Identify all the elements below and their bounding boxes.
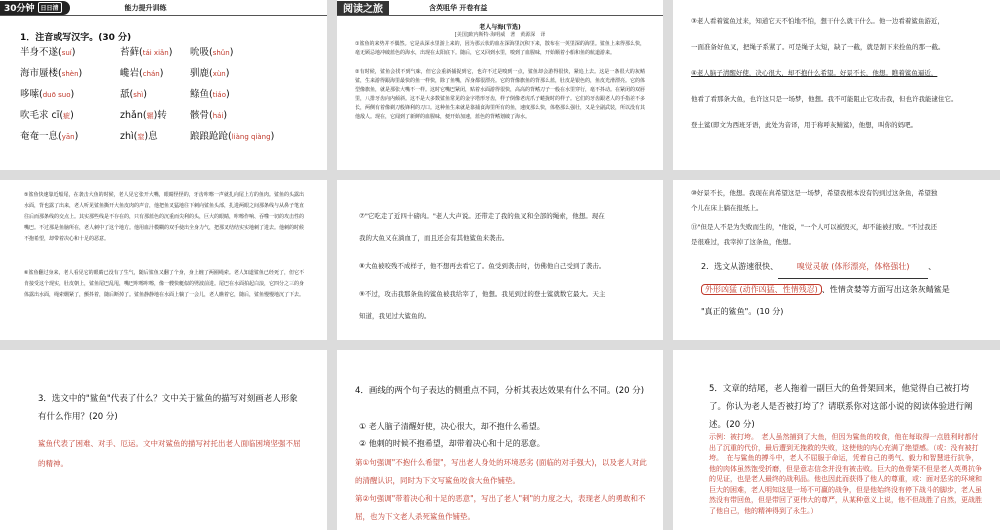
vocab-suffix: ) <box>143 89 147 100</box>
vocab-item <box>20 44 75 58</box>
text-line: ⑩好景不长，他想。我现在真希望这是一场梦，希望我根本没有钓到过这条鱼，希望独 <box>691 189 938 197</box>
vocab-answer[interactable]: 窒 <box>137 133 145 141</box>
vocab-word: 鲦鱼( <box>190 89 213 100</box>
vocab-word: 巉岩( <box>120 68 143 79</box>
question-3: 3．选文中的"鲨鱼"代表了什么？文中关于鲨鱼的描写对刻画老人形象有什么作用？(20 分) <box>38 394 298 422</box>
vocab-suffix: ) <box>168 47 173 58</box>
vocab-item <box>120 65 163 79</box>
answer-4-part-2[interactable]: 第②句强调"带着决心和十足的恶意"，写出了老人"刺"的力度之大，表现老人的勇敢和不屈，也为下文老人杀死鲨鱼作铺垫。 <box>355 494 646 521</box>
vocab-suffix: ) <box>229 47 234 58</box>
answer-blank-1[interactable]: 嗅觉灵敏 (体形漂亮，体格强壮) <box>778 256 928 279</box>
answer-3[interactable]: 鲨鱼代表了困难、对手、厄运。文中对鲨鱼的描写衬托出老人面临困境坚强不屈的精神。 <box>38 439 301 468</box>
question-1-title: 1．注音或写汉字。(30 分) <box>20 33 132 43</box>
vocab-suffix: )息 <box>144 131 158 142</box>
vocab-suffix: ) <box>225 68 230 79</box>
vocab-word: 奄奄一息( <box>20 131 62 142</box>
vocab-word: 舐( <box>120 89 134 100</box>
reading-badge: 阅读之旅 <box>337 1 389 15</box>
paragraph-10-11 <box>691 186 986 250</box>
vocab-word: 踉踉跄跄( <box>190 131 232 142</box>
text-line: 是很难过，我宰掉了这条鱼，他想。 <box>691 238 795 246</box>
vocab-answer[interactable]: chán <box>142 70 160 78</box>
vocab-item <box>120 128 158 142</box>
vocab-item <box>20 86 74 100</box>
paragraph-3 <box>691 14 986 133</box>
vocab-word: 哆嗦( <box>20 89 43 100</box>
page-article-part4 <box>337 180 663 340</box>
text-line: 登土鲨(即文为西班牙语，此处为音译，用于称呼灰鲭鲨)，他想，叫你的妈吧。 <box>691 121 918 129</box>
vocab-suffix: ) <box>70 110 74 121</box>
header-title: 能力提升训练 <box>124 3 167 12</box>
paragraph-9: ⑨不过，攻击我那条鱼的鲨鱼被我给宰了，他想。我见到过的登士鲨就数它最大。天主 <box>359 290 606 298</box>
vocab-suffix: ) <box>159 68 164 79</box>
question-5: 5．文章的结尾，老人拖着一副巨大的鱼骨架回来，他觉得自己被打垮了。你认为老人是否被打垮了？请联系你对这部小说的阅读体验进行阐述。(20 分) <box>709 384 973 430</box>
vocab-suffix: )转 <box>153 110 167 121</box>
text-line: ⑪"但是人不是为失败而生的，"他说，"一个人可以被毁灭，却不能被打败。"不过我还 <box>691 223 937 231</box>
text-line: ⑦"它吃走了近四十磅肉。"老人大声说。还带走了我的鱼叉和全部的绳索，他想。现在 <box>359 212 605 220</box>
paragraph-8: ⑧大鱼被咬残不成样子，他不想再去看它了。鱼受到袭击时，仿佛他自己受到了袭击。 <box>359 262 606 270</box>
vocab-answer[interactable]: tiáo <box>212 91 226 99</box>
page-article-part2 <box>673 0 1000 170</box>
paragraph-2: ②有时候，鲨鱼会找不到气味，但它会重新捕捉到它，也许不过是嗅到一点，鲨鱼却会游得很快，紧追上去。这是一条很大的灰鲭鲨，生来游得跟海里最快的鱼一样快，除了鱼嘴，浑身都很漂亮。它的背像旗鱼的背那么蓝，肚皮是银色的，鱼皮光滑漂亮。它的体型像旗鱼，就是那张大嘴不一样。这时它嘴巴紧闭，贴着水面游得很快，高高的背鳍刀子一般在水里穿行，毫不抖动。在紧闭的双唇里，八排牙齿向内倾斜。这不是大多数鲨鱼常见的金字塔形牙齿，样子倒像老虎爪子蜷拢时的样子。它们的牙齿跟老人的手指差不多长，两侧有着像剃刀般锋利的刀口。这种鱼生来就是靠捕食海里所有的鱼，速度那么快，体格那么强壮，又是全副武装，所以没有其他敌人。现在，它闻到了新鲜的血腥味，便开始加速，蓝色的背鳍划破了海水。 <box>355 69 646 120</box>
vocab-word: 驯鹿( <box>190 68 213 79</box>
vocab-word: 半身不遂( <box>20 47 62 58</box>
vocab-item <box>120 44 172 58</box>
vocab-item <box>190 107 227 121</box>
question-4: 4．画线的两个句子表达的侧重点不同，分析其表达效果有什么不同。(20 分) <box>355 386 645 396</box>
separator: 、 <box>928 262 937 271</box>
sentence-2: ② 他刺的时候不抱希望，却带着决心和十足的恶意。 <box>359 439 545 448</box>
sentence-1: ① 老人脑子清醒好使，决心很大，却不抱什么希望。 <box>359 422 545 431</box>
vocab-word: 吹毛求 cī( <box>20 110 64 121</box>
paragraph-5: ⑤鲨鱼快速靠近船尾，在袭击大鱼的时候，老人见它张开大嘴，眼睛怪怪的，牙齿咔嚓一声就扎向尾上方的鱼肉。鲨鱼的头露出水面，背也露了出来，老人听见鲨鱼撕开大鱼皮肉的声音，他把鱼叉猛地往下刺向鲨鱼头部，扎进两眼之间那条线与从鼻子笔直往后而那条线的交点上。其实那些线是不存在的，只有那蓝色的沉重而尖利的头，巨大的眼睛，咔嚓作响、吞噬一切的攻击性的嘴巴。不过那是鱼脑所在，老人刺中了这个地方。他用血汁模糊的双手使出全身力气，把那叉结结实实地刺了进去。他刺的时候不抱希望，却带着决心和十足的恶意。 <box>24 192 305 242</box>
question-2-middle: 、性情贪婪等方面写出这条灰鲭鲨是 <box>821 285 950 294</box>
vocab-item <box>120 86 147 100</box>
vocab-suffix: ) <box>223 110 228 121</box>
vocab-answer[interactable]: tái xiǎn <box>142 49 169 57</box>
text-line: 我的大鱼又在淌血了，而且还会有其他鲨鱼来袭击。 <box>359 234 509 242</box>
page-vocabulary <box>0 0 327 170</box>
text-line: ③老人看着鲨鱼过来，知道它天不怕地不怕，想干什么就干什么。他一边看着鲨鱼游近， <box>691 17 944 25</box>
vocab-suffix: ) <box>270 131 275 142</box>
time-badge <box>0 1 70 15</box>
vocab-answer[interactable]: shì <box>133 91 144 99</box>
vocab-item <box>190 44 233 58</box>
header-bar <box>0 0 327 16</box>
page-article-intro <box>337 0 663 170</box>
question-2 <box>701 256 986 323</box>
page-question-5 <box>673 350 1000 530</box>
answer-blank-2[interactable]: 外形凶猛 (动作凶猛、性情残忍) <box>701 284 822 295</box>
vocab-suffix: ) <box>71 47 76 58</box>
page-article-part3 <box>0 180 327 340</box>
vocab-word: 海市蜃楼( <box>20 68 62 79</box>
vocab-answer[interactable]: liàng qiàng <box>231 133 271 141</box>
vocab-word: 骸骨( <box>190 110 213 121</box>
time-badge-label: 30分钟 <box>4 4 35 14</box>
page-question-3 <box>0 350 327 530</box>
vocab-answer[interactable]: hái <box>212 112 224 120</box>
article-author: [美国]欧内斯特·海明威 著 黄源深 译 <box>454 32 546 38</box>
vocab-answer[interactable]: 疵 <box>63 112 71 120</box>
vocab-suffix: ) <box>70 89 75 100</box>
reading-header <box>337 0 663 16</box>
vocab-answer[interactable]: shǔn <box>212 49 230 57</box>
paragraph-1: ①鲨鱼的来势并不偶然。它是从深水里游上来的，因为那云状的血在深海里沉积下来，散布在一英里深的海里。鲨鱼上来得那么快，毫无顾忌地冲破蓝色的海水，出现在太阳底下。随后，它又回到水里，嗅到了血腥味，开始顺着小船和鱼的航道游来。 <box>355 41 645 56</box>
paragraph-6: ⑥鲨鱼翻过身来，老人看见它的眼睛已没有了生气，随后鲨鱼又翻了个身，身上缠了两圈绳索。老人知道鲨鱼已经死了，但它不肯接受这个现实，肚皮朝上，鲨鱼尾巴乱甩，嘴巴咔嚓咔嚓，像一艘快艇似的劈波前进。尾巴在水面拍起白浪，它四分之三的身体露出水面，绳索绷紧了，颤抖着，随后断掉了。鲨鱼静静地在水面上躺了一会儿，老人瞧着它，随后，鲨鱼慢慢地沉了下去。 <box>24 270 305 298</box>
vocab-answer[interactable]: shèn <box>61 70 79 78</box>
paragraph-7 <box>359 208 644 324</box>
text-line: 知道，我见过大鲨鱼的。 <box>359 312 431 320</box>
vocab-item <box>190 128 274 142</box>
vocab-item <box>120 107 167 121</box>
vocab-word: 苔藓( <box>120 47 143 58</box>
text-line: 个儿在床上躺在报纸上。 <box>691 204 763 212</box>
article-title: 老人与海(节选) <box>479 24 521 31</box>
underlined-sentence-1: ④老人脑子清醒好使，决心很大，却不抱什么希望。好景不长，他想。瞧着鲨鱼逼近， <box>691 69 938 77</box>
vocab-word: zhì( <box>120 131 138 142</box>
vocab-item <box>190 65 229 79</box>
vocab-item <box>20 128 78 142</box>
vocab-answer[interactable]: duō suo <box>42 91 71 99</box>
vocab-answer[interactable]: xùn <box>212 70 226 78</box>
vocab-item <box>20 65 82 79</box>
question-2-prefix: 2．选文从游速很快、 <box>701 262 779 271</box>
reading-slogan: 含英咀华 开卷有益 <box>429 3 488 12</box>
vocab-answer[interactable]: suí <box>61 49 72 57</box>
daily-tag: 日日清 <box>38 2 62 13</box>
vocab-word: 吮吸( <box>190 47 213 58</box>
vocab-item <box>190 86 230 100</box>
vocab-item <box>20 107 74 121</box>
vocab-answer[interactable]: yān <box>61 133 75 141</box>
question-2-suffix: "真正的鲨鱼"。(10 分) <box>701 307 784 316</box>
text-line: 一面准备好鱼叉，把绳子系紧了。可是绳子太短，缺了一截，就是割下来拴鱼的那一截。 <box>691 43 945 51</box>
vocab-suffix: ) <box>78 68 83 79</box>
vocab-word: zhǎn( <box>120 110 147 121</box>
page-question-2 <box>673 180 1000 340</box>
vocab-suffix: ) <box>74 131 79 142</box>
vocab-answer[interactable]: 辗 <box>146 112 154 120</box>
answer-5[interactable]: 示例：被打垮。 老人虽然捕到了大鱼，但因为鲨鱼的咬食，他在每取得一点胜利时都付出了沉重的代价，最后遭到无挽救的失败，这使他的内心充满了绝望感。（或：没有被打垮。 在与鲨鱼的搏斗中，老人不屈服于命运，凭着自己的勇气、毅力和智慧进行抗争，他的肉体虽然饱受折磨，但是意志信念并没有被击败。巨大的鱼骨架不但是老人英勇抗争的见证，也是老人最终的战利品。他也因此而获得了他人的尊重，或：面对恶劣的环境和巨大的困难，老人明知这是一场不可赢的战争，但是他始终没有停下战斗的脚步，老人虽然没有带回鱼，但是带回了更伟大的尊严，从某种意义上说，他不但战胜了自然，更战胜了他自己，他的精神得到了永生。） <box>709 433 982 515</box>
text-line: 他看了看那条大鱼，也许这只是一场梦，他想。我不可能阻止它攻击我，但也许我能逮住它。 <box>691 95 958 103</box>
page-question-4 <box>337 350 663 530</box>
vocab-suffix: ) <box>225 89 230 100</box>
answer-4-part-1[interactable]: 第①句强调"不抱什么希望"，写出老人身处的环境恶劣 (面临的对手强大)，以及老人对此的清醒认识，同时为下文写鲨鱼咬食大鱼作铺垫。 <box>355 458 647 485</box>
